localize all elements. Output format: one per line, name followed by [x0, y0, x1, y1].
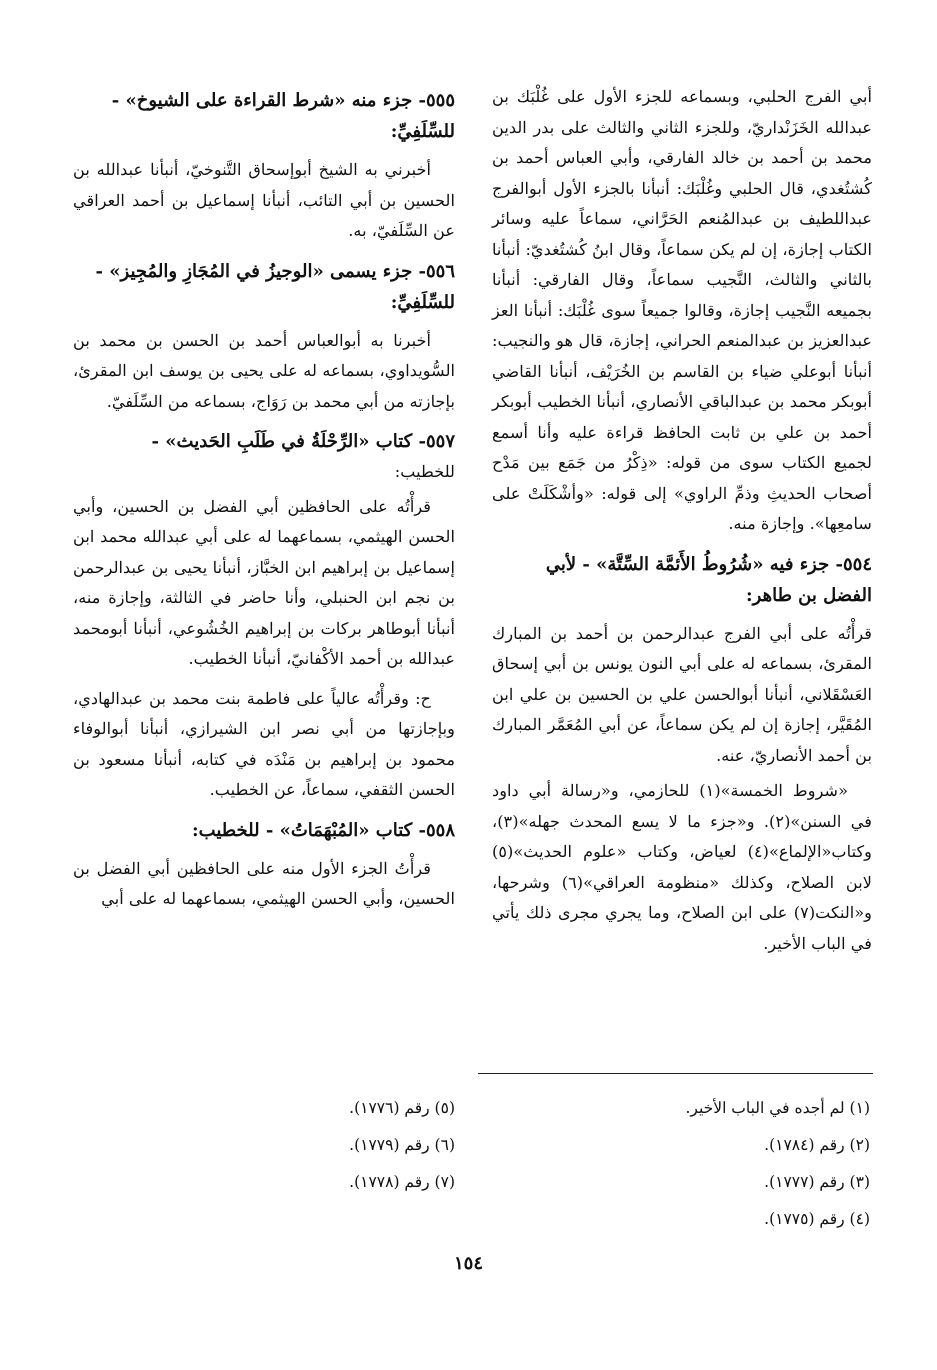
entry-heading-558: ٥٥٨- كتاب «المُبْهَمَاتُ» - للخطيب:	[192, 819, 455, 841]
footnote-divider	[478, 1073, 873, 1074]
right-text-column	[492, 82, 872, 968]
left-text-column	[73, 82, 455, 924]
entry-556-text: أخبرنا به أبوالعباس أحمد بن الحسن بن محمد بن السُّويداوي، بسماعه له على يحيى بن يوسف ابن المقرئ، بإجازته من أبي محمد بن رَوَاج، بسماعه من السِّلَفيّ.	[73, 330, 455, 411]
entry-554-text: قرأْتُه على أبي الفرج عبدالرحمن بن أحمد بن المبارك المقرئ، بسماعه له على أبي النون يونس بن أبي إسحاق العَسْقَلاني، أنبأنا أبوالحسن علي بن الحسين بن علي ابن المُقَيَّر، إجازة إن لم يكن سماعاً، عن أبي المُعَمَّر المبارك بن أحمد الأنصاريّ، عنه.	[492, 623, 872, 765]
entry-557-alt-chain: ح: وقرأْتُه عالياً على فاطمة بنت محمد بن عبدالهادي، وبإجازتها من أبي نصر ابن الشيرازي، أنبأنا أبوالوفاء محمود بن إبراهيم بن مَنْدَه في كتابه، أنبأنا مسعود بن الحسن الثقفي، سماعاً، عن الخطيب.	[73, 688, 455, 799]
footnote-6: (٦) رقم (١٧٧٩).	[349, 1136, 455, 1154]
paragraph-continuation: أبي الفرج الحلبي، وبسماعه للجزء الأول على غُلْبَك بن عبدالله الخَزَنْداريّ، وللجزء الثاني والثالث على بدر الدين محمد بن أحمد بن خالد الفارقي، وأبي العباس أحمد بن كُشتُغدي، قال الحلبي وغُلْبَك: أنبأنا بالجزء الأول أبوالفرج عبداللطيف بن عبدالمُنعم الحَرَّاني، سماعاً عليه وسائر الكتاب إجازة، إن لم يكن سماعاً، وقال ابنُ كُشتُغديّ: أنبأنا بالثاني والثالث، النَّجيب سماعاً، وقال الفارقي: أنبأنا بجميعه النَّجيب إجازة، وقالوا جميعاً سوى غُلْبَك: أنبأنا العز عبدالعزيز بن عبدالمنعم الحراني، إجازة، قال هو والنجيب: أنبأنا أبوعلي ضياء بن القاسم بن الخُرَيْف، أنبأنا القاضي أبوبكر محمد بن عبدالباقي الأنصاري، أنبأنا الخطيب أبوبكر أحمد بن علي بن ثابت الحافظ قراءة عليه وأنا أسمع لجميع الكتاب سوى من قوله: «ذِكْرُ من جَمَع بين مَدْح أصحاب الحديثِ وذمِّ الراوي» إلى قوله: «وأشْكَلَتْ على سامعِها». وإجازة منه.	[492, 87, 872, 533]
entry-heading-555: ٥٥٥- جزء منه «شرط القراءة على الشيوخ» - للسِّلَفِيِّ:	[111, 90, 455, 142]
related-works-paragraph: «شروط الخمسة»(١) للحازمي، و«رسالة أبي داود في السنن»(٢). و«جزء ما لا يسع المحدث جهله»(٣)، وكتاب«الإلماع»(٤) لعياض، وكتاب «علوم الحديث»(٥) لابن الصلاح، وكذلك «منظومة العراقي»(٦) وشرحها، و«النكت(٧) على ابن الصلاح، وما يجري مجرى ذلك يأتي في الباب الأخير.	[492, 781, 872, 953]
entry-heading-557: ٥٥٧- كتاب «الرِّحْلَةُ في طَلَبِ الحَديث» -	[151, 431, 455, 452]
footnote-2: (٢) رقم (١٧٨٤).	[764, 1136, 870, 1154]
footnote-5: (٥) رقم (١٧٧٦).	[349, 1099, 455, 1117]
footnotes-left	[150, 1090, 455, 1201]
entry-heading-554: ٥٥٤- جزء فيه «شُرُوطُ الأَئمَّة السِّتَّة» - لأبي الفضل بن طاهر:	[545, 553, 872, 606]
entry-heading-557-author: للخطيب:	[394, 462, 455, 481]
footnote-7: (٧) رقم (١٧٧٨).	[349, 1173, 455, 1191]
footnote-4: (٤) رقم (١٧٧٥).	[764, 1210, 870, 1228]
entry-558-text: قرأْتُ الجزء الأول منه على الحافظين أبي الفضل بن الحسين، وأبي الحسن الهيثمي، بسماعهما له على أبي	[73, 858, 455, 908]
page-number: ١٥٤	[453, 1253, 483, 1274]
footnote-3: (٣) رقم (١٧٧٧).	[764, 1173, 870, 1191]
entry-555-text: أخبرني به الشيخ أبوإسحاق التَّنوخيّ، أنبأنا عبدالله بن الحسين بن أبي التائب، أنبأنا إسماعيل بن أحمد العراقي عن السِّلَفيّ، به.	[73, 160, 455, 240]
footnotes-right	[560, 1090, 870, 1238]
entry-557-text: قرأْتُه على الحافظين أبي الفضل بن الحسين، وأبي الحسن الهيثمي، بسماعهما له على أبي عبدالله محمد ابن إسماعيل بن إبراهيم ابن الخبَّاز، أنبأنا يحيى بن عبدالرحمن بن نجم ابن الحنبلي، وأنا حاضر في الثالثة، وإجازة منه، أنبأنا أبوطاهر بركات بن إبراهيم الخُشُوعي، أنبأنا أبومحمد عبدالله بن أحمد الأكْفانيّ، أنبأنا الخطيب.	[73, 496, 455, 668]
entry-heading-556: ٥٥٦- جزء يسمى «الوجيزُ في المُجَازِ والمُجِيز» - للسِّلَفِيِّ:	[95, 260, 455, 313]
footnote-1: (١) لم أجده في الباب الأخير.	[685, 1099, 870, 1117]
